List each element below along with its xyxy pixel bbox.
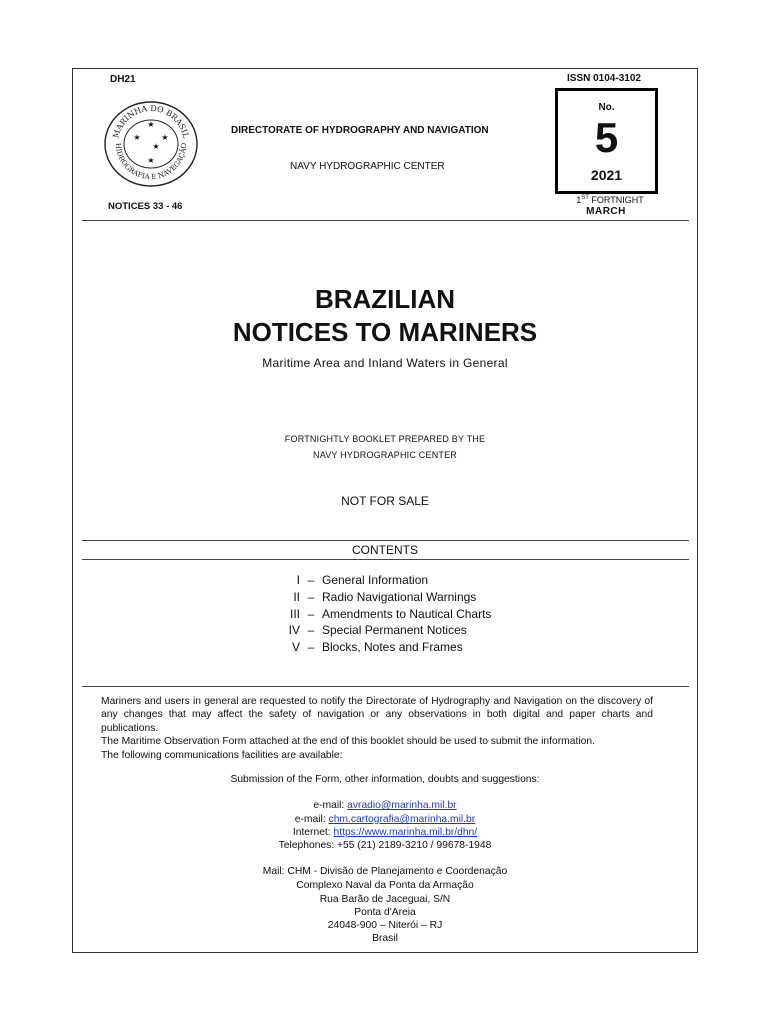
fortnight-ordinal: 1 xyxy=(576,195,582,205)
prepared-line-2: NAVY HYDROGRAPHIC CENTER xyxy=(313,450,457,460)
toc-numeral: V xyxy=(291,640,300,655)
svg-text:MARINHA DO BRASIL: MARINHA DO BRASIL xyxy=(111,103,191,140)
center-name: NAVY HYDROGRAPHIC CENTER xyxy=(290,161,445,172)
info-request-text: Mariners and users in general are requested to notify the Directorate of Hydrography and Navigation on the discovery of any changes that may affect the safety of navigation or any observations in both digital and paper charts and publications. xyxy=(101,696,653,734)
issue-month: MARCH xyxy=(586,206,626,217)
email-line-1 xyxy=(0,800,770,811)
fortnight-label xyxy=(560,195,660,205)
issn-number: ISSN 0104-3102 xyxy=(567,73,641,84)
title-line-1: BRAZILIAN xyxy=(314,284,456,314)
internet-label: Internet: xyxy=(292,827,334,838)
mail-line: 24048-900 – Niterói – RJ xyxy=(327,920,443,931)
email-line-2 xyxy=(0,814,770,825)
toc-label: Blocks, Notes and Frames xyxy=(322,640,463,655)
mail-line: Complexo Naval da Ponta da Armação xyxy=(296,880,474,891)
svg-text:★: ★ xyxy=(147,120,155,129)
toc-numeral: II xyxy=(293,589,300,604)
issue-no-label: No. xyxy=(598,102,615,113)
toc-label: Radio Navigational Warnings xyxy=(322,589,477,604)
svg-text:★: ★ xyxy=(161,133,169,142)
contents-heading: CONTENTS xyxy=(352,543,418,557)
toc-label: Special Permanent Notices xyxy=(322,623,467,638)
toc-numeral: III xyxy=(289,606,300,621)
prepared-line-1: FORTNIGHTLY BOOKLET PREPARED BY THE xyxy=(284,434,486,444)
email-label: e-mail: xyxy=(313,800,348,811)
not-for-sale: NOT FOR SALE xyxy=(341,494,429,508)
svg-text:★: ★ xyxy=(147,156,155,165)
fortnight-word: FORTNIGHT xyxy=(591,195,644,205)
info-paragraph xyxy=(101,695,653,762)
navy-seal-logo xyxy=(102,100,200,188)
contents-bottom-divider xyxy=(82,559,689,560)
table-of-contents xyxy=(270,572,491,656)
document-code: DH21 xyxy=(110,74,136,85)
website-link[interactable]: https://www.marinha.mil.br/dhn/ xyxy=(333,827,478,838)
svg-text:HIDROGRAFIA E NAVEGAÇÃO: HIDROGRAFIA E NAVEGAÇÃO xyxy=(113,142,189,182)
subtitle: Maritime Area and Inland Waters in General xyxy=(262,356,508,370)
mail-line: Rua Barão de Jaceguai, S/N xyxy=(319,894,451,905)
email-link-cartografia[interactable]: chm.cartografia@marinha.mil.br xyxy=(328,814,476,825)
mail-line: Mail: CHM - Divisão de Planejamento e Coordenação xyxy=(262,866,508,877)
toc-numeral: I xyxy=(296,573,300,587)
toc-label: General Information xyxy=(322,573,429,587)
toc-item: V – Blocks, Notes and Frames xyxy=(270,639,491,656)
email-label: e-mail: xyxy=(294,814,329,825)
directorate-name: DIRECTORATE OF HYDROGRAPHY AND NAVIGATION xyxy=(231,125,489,136)
mail-line: Ponta d'Areia xyxy=(354,907,416,918)
submission-text: Submission of the Form, other information, doubts and suggestions: xyxy=(230,774,540,785)
toc-item: I – General Information xyxy=(270,572,491,589)
issue-year: 2021 xyxy=(590,167,623,183)
notices-range: NOTICES 33 - 46 xyxy=(108,201,183,212)
internet-line xyxy=(0,827,770,838)
toc-numeral: IV xyxy=(288,623,300,638)
toc-item: IV – Special Permanent Notices xyxy=(270,622,491,639)
svg-text:★: ★ xyxy=(152,142,160,151)
telephones: Telephones: +55 (21) 2189-3210 / 99678-1948 xyxy=(278,840,492,851)
email-link-avradio[interactable]: avradio@marinha.mil.br xyxy=(347,800,457,811)
info-divider xyxy=(82,686,689,687)
toc-item: III – Amendments to Nautical Charts xyxy=(270,606,491,623)
svg-text:★: ★ xyxy=(133,133,141,142)
toc-item: II – Radio Navigational Warnings xyxy=(270,589,491,606)
info-form-text: The Maritime Observation Form attached at the end of this booklet should be used to submit the information. xyxy=(101,736,595,748)
mail-line: Brasil xyxy=(372,933,398,944)
contents-top-divider xyxy=(82,540,689,541)
info-facilities-text: The following communications facilities are available: xyxy=(101,749,343,761)
fortnight-suffix: ST xyxy=(581,195,589,201)
title-line-2: NOTICES TO MARINERS xyxy=(232,317,538,347)
issue-number: 5 xyxy=(594,114,619,161)
toc-label: Amendments to Nautical Charts xyxy=(322,606,492,621)
header-divider xyxy=(82,220,689,221)
issue-number-box xyxy=(555,88,658,194)
